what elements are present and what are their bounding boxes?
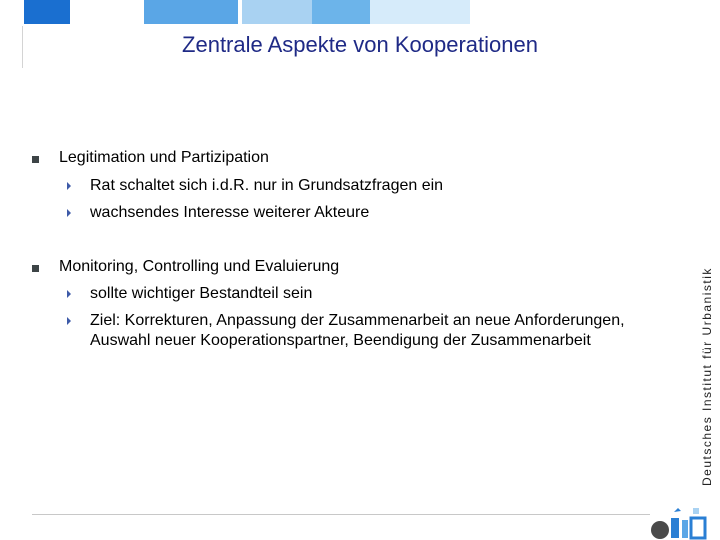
header-color-bar — [0, 0, 720, 24]
sub-bullet-icon — [67, 317, 71, 325]
sub-bullet-icon — [67, 290, 71, 298]
institute-name-vertical: Deutsches Institut für Urbanistik — [700, 267, 714, 486]
bullet-item: Ziel: Korrekturen, Anpassung der Zusammenarbeit an neue Anforderungen, Auswahl neuer Kooperationspartner, Beendigung der Zusammenarbeit — [90, 312, 625, 349]
bullet-item: wachsendes Interesse weiterer Akteure — [90, 204, 370, 221]
difu-logo-icon — [650, 506, 718, 540]
section-bullet-icon — [32, 156, 39, 163]
bullet-item: Rat schaltet sich i.d.R. nur in Grundsatzfragen ein — [90, 177, 444, 194]
sub-bullet-icon — [67, 182, 71, 190]
sub-bullet-icon — [67, 209, 71, 217]
footer-divider — [32, 514, 650, 515]
section-heading: Legitimation und Partizipation — [59, 149, 269, 166]
section-heading: Monitoring, Controlling und Evaluierung — [59, 258, 340, 275]
slide-title: Zentrale Aspekte von Kooperationen — [182, 32, 538, 57]
section-bullet-icon — [32, 265, 39, 272]
bullet-item: sollte wichtiger Bestandteil sein — [90, 285, 313, 302]
